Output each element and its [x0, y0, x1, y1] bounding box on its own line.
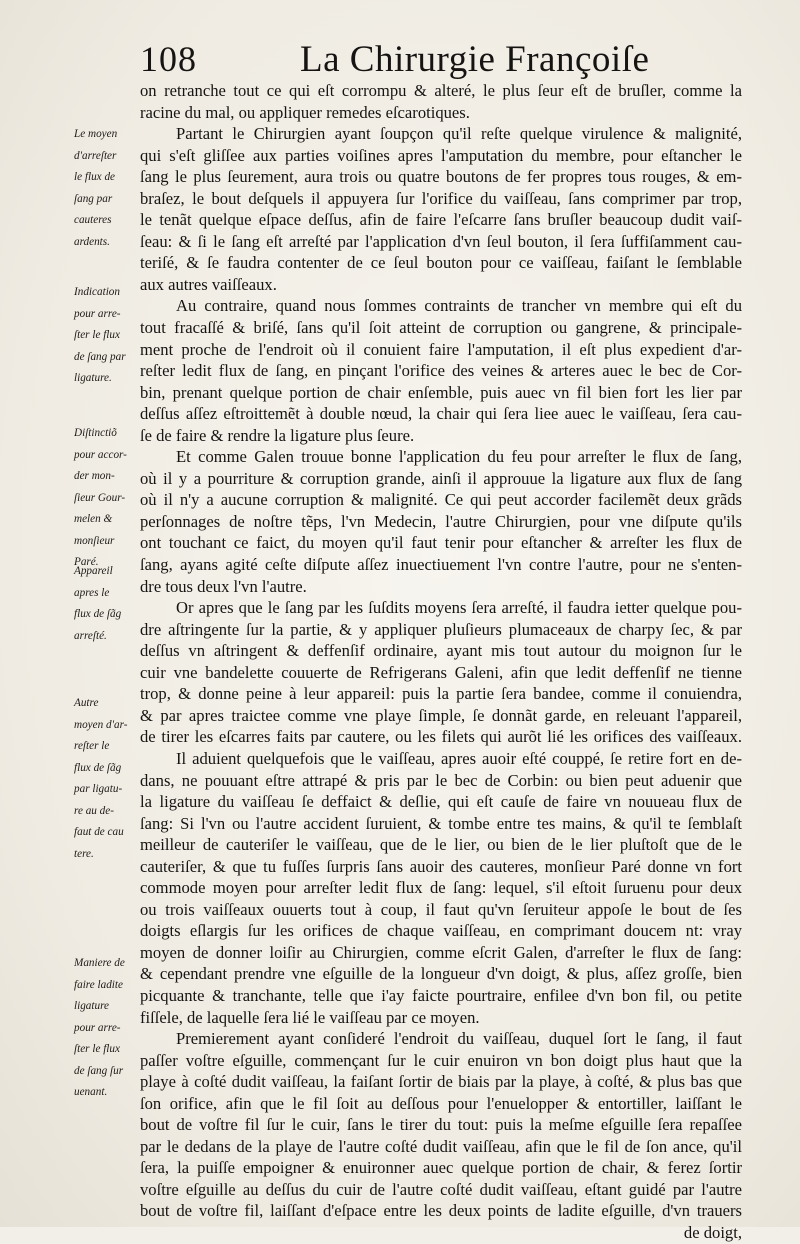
text-line: cauteriſer, & que tu fuſſes ſurpris ſans auoir des cauteres, monſieur Paré donne vn fort	[140, 856, 742, 876]
text-line: & cependant prendre vne eſguille de la longueur d'vn doigt, & plus, aſſez groſſe, bien	[140, 964, 742, 984]
margin-note-line: le flux de	[74, 171, 116, 183]
text-line: braſez, le bout deſquels il appuyera ſur l'orifice du vaiſſeau, ſans comprimer par trop,	[140, 188, 742, 208]
margin-note-line: ſter le flux	[74, 1043, 120, 1055]
margin-note	[74, 693, 140, 865]
text-line: trop, & donne peine à leur appareil: puis la partie ſera bandee, comme il conuiendra,	[140, 684, 742, 704]
margin-note-line: ſang par	[74, 192, 113, 205]
margin-note-line: ſter le flux	[74, 329, 120, 341]
margin-note-line: pour arre-	[74, 307, 121, 320]
margin-note-line: ligature	[74, 1000, 110, 1012]
margin-note	[74, 561, 140, 647]
text-line: la ligature du vaiſſeau ſe deffaict & deſlie, qui eſt cauſe de faire vn nouueau flux de	[140, 792, 742, 812]
margin-note-line: cauteres	[74, 214, 112, 226]
margin-note-line: ſieur Gour-	[74, 491, 126, 504]
text-line: ou trois vaiſſeaux ouuerts tout à coup, il faut qu'vn ſeruiteur appoſe le bout de ſes	[140, 899, 742, 919]
text-line: fiſſele, de laquelle ſera lié le vaiſſeau par ce moyen.	[140, 1007, 480, 1027]
margin-note-line: apres le	[74, 586, 110, 599]
margin-note-line: Maniere de	[74, 957, 125, 969]
text-line: playe à coſté dudit vaiſſeau, la faiſant ſortir de biais par la playe, à coſté, & plus bas que	[140, 1072, 742, 1092]
margin-note-line: flux de ſãg	[74, 761, 122, 774]
text-line: Au contraire, quand nous ſommes contraints de trancher vn membre qui eſt du	[176, 296, 742, 316]
text-line: aux autres vaiſſeaux.	[140, 274, 277, 294]
text-line: ſeau: & ſi le ſang eſt arreſté par l'application d'vn ſeul bouton, il ſera ſuffiſamment cau-	[140, 231, 742, 251]
margin-note-line: ardents.	[74, 235, 110, 248]
margin-note-line: flux de ſãg	[74, 608, 122, 620]
text-line: ſon orifice, afin que le fil ſoit au deſſous pour l'enuelopper & entortiller, laiſſant le	[140, 1093, 742, 1113]
text-line: ſang le plus ſeurement, aura trois ou quatre boutons de fer propres tous rouges, & em-	[140, 167, 742, 187]
text-line: doigts eſlargis ſur les orifices de chaque vaiſſeau, en comprimant doucem nt: vray	[140, 921, 742, 941]
text-line: de doigt,	[683, 1222, 742, 1242]
page-number: 108	[140, 39, 197, 79]
text-line: paſſer voſtre eſguille, commençant ſur le cuir enuiron vn bon doigt plus haut que la	[140, 1050, 742, 1070]
margin-note-line: pour accor-	[74, 448, 127, 461]
text-line: commode moyen pour arreſter ledit flux de ſang: lequel, s'il eſtoit ſuruenu pour deux	[140, 878, 742, 898]
margin-note-line: monſieur	[74, 534, 115, 547]
text-line: qui s'eſt gliſſee aux parties voiſines apres l'amputation du membre, pour eſtancher le	[140, 145, 742, 165]
margin-note-line: de ſang par	[74, 350, 126, 363]
margin-note	[74, 282, 140, 390]
margin-note-line: faire ladite	[74, 978, 123, 991]
margin-note-line: tere.	[74, 847, 94, 860]
text-line: ment proche de l'endroit où il conuient faire l'amputation, il eſt plus expedient d'ar-	[140, 339, 742, 359]
margin-note-line: Autre	[74, 697, 99, 709]
text-line: Il aduient quelquefois que le vaiſſeau, apres auoir eſté couppé, ſe retire fort en de-	[176, 748, 742, 768]
text-line: dre aſtringente ſur la partie, & y appliquer pluſieurs plumaceaux de charpy ſec, & par	[140, 619, 742, 639]
text-line: deſſus aſſez eſtroittemẽt à double nœud, la chair qui ſera liee auec le vaiſſeau, ſera cau-	[140, 404, 742, 424]
margin-note-line: Le moyen	[74, 128, 118, 140]
text-line: Or apres que le ſang par les ſuſdits moyens ſera arreſté, il faudra ietter quelque pou-	[176, 598, 742, 618]
margin-note	[74, 423, 140, 574]
running-title: La Chirurgie Françoiſe	[300, 39, 650, 80]
text-line: reſter ledit flux de ſang, en pinçant l'orifice des veines & arteres auec le bec de Cor-	[140, 361, 742, 381]
text-line: bout de voſtre fil ſur le cuir, ſans le tirer du tout: puis la meſme eſguille ſera repaſſee	[140, 1115, 742, 1135]
text-line: meilleur de cauteriſer le vaiſſeau, que de le lier, ou bien de le lier pluſtoſt que de le	[140, 835, 742, 855]
margin-note-line: Diſtinctiõ	[74, 427, 117, 439]
text-line: dre tous deux l'vn l'autre.	[140, 576, 307, 596]
margin-note-line: der mon-	[74, 470, 115, 482]
text-line: le tenãt quelque eſpace deſſus, afin de faire l'eſcarre ſans bruſler beaucoup dudit vaiſ-	[140, 210, 742, 230]
text-line: bin, prenant quelque portion de chair enſemble, puis auec vn fil bien fort les lier par	[140, 382, 742, 402]
body-text	[140, 80, 742, 1244]
text-line: picquante & tranchante, telle que i'ay faicte pourtraire, enfilee d'vn bon fil, ou petite	[140, 985, 742, 1005]
margin-note-line: melen &	[74, 513, 113, 525]
text-line: teriſé, & ſe faudra contenter de ce ſeul bouton pour ce vaiſſeau, faiſant le ſemblable	[140, 253, 742, 273]
text-line: bout de voſtre fil, laiſſant d'eſpace entre les deux points de ladite eſguille, d'vn trauers	[140, 1201, 742, 1221]
text-line: perſonnages de noſtre tẽps, l'vn Medecin, l'autre Chirurgien, pour vne diſpute qu'ils	[140, 511, 742, 531]
text-line: dans, ne pouuant eſtre attrapé & pris par le bec de Corbin: ou bien peut aduenir que	[140, 770, 742, 790]
margin-note-line: d'arreſter	[74, 149, 117, 162]
text-line: deſſus vn aſtringent & deffenſif ordinaire, ayant mis tout autour du moignon ſur le	[140, 641, 742, 661]
text-line: Partant le Chirurgien ayant ſoupçon qu'il reſte quelque virulence & malignité,	[176, 124, 742, 144]
text-line: ſera, la puiſſe empoigner & enuironner auec quelque portion de chair, & ferez ſortir	[140, 1158, 742, 1178]
margin-note-line: de ſang ſur	[74, 1064, 124, 1077]
text-line: voſtre eſguille au deſſus du cuir de l'autre coſté dudit vaiſſeau, eſtant guidé par l'autre	[140, 1179, 742, 1199]
text-line: ont touchant ce faict, du moyen qu'il faut tenir pour eſtancher & arreſter les flux de	[140, 533, 742, 553]
text-line: où il y a pourriture & corruption grande, ainſi il approuue la ligature aux flux de ſang	[140, 468, 742, 488]
margin-note	[74, 124, 140, 253]
margin-note-line: Indication	[74, 286, 120, 298]
text-line: ſang: Si l'vn ou l'autre accident ſuruient, & tombe entre tes mains, & qu'il te ſemblaſt	[140, 813, 742, 833]
text-line: racine du mal, ou appliquer remedes eſcarotiques.	[140, 102, 470, 122]
margin-note-line: ligature.	[74, 372, 112, 384]
text-line: ſang, ayans agité ceſte diſpute aſſez inuectiuement l'vn contre l'autre, pour ne s'enten-	[140, 555, 742, 575]
margin-note	[74, 953, 140, 1104]
text-line: où il n'y a aucune corruption & malignité. Ce qui peut accorder facilemẽt deux grãds	[140, 490, 742, 510]
margin-note-line: moyen d'ar-	[74, 718, 128, 731]
margin-note-line: Appareil	[74, 565, 113, 577]
text-line: Premierement ayant conſideré l'endroit du vaiſſeau, duquel ſort le ſang, il faut	[176, 1029, 742, 1049]
margin-note-line: uenant.	[74, 1086, 108, 1098]
margin-note-line: Paré.	[74, 556, 99, 568]
margin-note-line: reſter le	[74, 740, 110, 752]
text-line: tout fracaſſé & briſé, ſans qu'il ſoit atteint de corruption ou gangrene, & principale-	[140, 318, 742, 338]
text-line: moyen de donner loiſir au Chirurgien, comme eſcrit Galen, d'arreſter le flux de ſang:	[140, 942, 742, 962]
text-line: on retranche tout ce qui eſt corrompu & alteré, le plus ſeur eſt de bruſler, comme la	[140, 81, 742, 100]
margin-note-line: pour arre-	[74, 1021, 121, 1034]
margin-note-line: par ligatu-	[74, 783, 123, 795]
text-line: ſe de faire & rendre la ligature plus ſeure.	[140, 425, 415, 445]
text-line: de tirer les eſcarres faits par cautere, ou les filets qui aurõt lié les orifices des vaiſſeaux.	[140, 727, 742, 747]
margin-note-line: re au de-	[74, 804, 114, 817]
text-line: Et comme Galen trouue bonne l'application du feu pour arreſter le flux de ſang,	[176, 447, 742, 467]
text-line: par le dedans de la playe de l'autre coſté dudit vaiſſeau, afin que le fil de ſon ance, qu'il	[140, 1136, 742, 1156]
margin-note-line: arreſté.	[74, 629, 107, 642]
margin-note-line: faut de cau	[74, 826, 124, 838]
text-line: & par apres traictee comme vne playe ſimple, ſe donnãt garde, en releuant l'appareil,	[140, 705, 742, 725]
text-line: cuir vne bandelette couuerte de Refrigerans Galeni, afin que ledit deffenſif ne tienne	[140, 662, 742, 682]
